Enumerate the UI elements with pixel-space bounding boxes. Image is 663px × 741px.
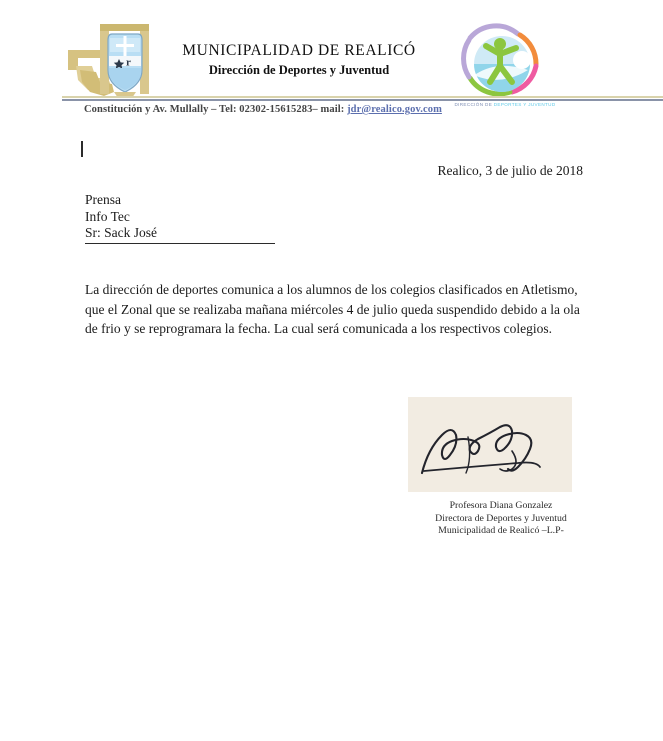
organization-subtitle: Dirección de Deportes y Juventud <box>208 63 390 77</box>
municipal-coat-of-arms-icon <box>62 22 166 104</box>
contact-line <box>84 104 442 115</box>
letter-body: La dirección de deportes comunica a los alumnos de los colegios clasificados en Atletismo, que el Zonal que se realizaba mañana miércoles 4 de julio queda suspendido debido a la ola de frio y se reprogramara la fecha. La cual será comunicada a los respectivos colegios. <box>85 282 580 336</box>
addressee-line-3: Sr: Sack José <box>85 225 157 240</box>
signer-name: Profesora Diana Gonzalez <box>449 500 553 511</box>
addressee-line-2: Info Tec <box>85 208 130 224</box>
addressee-line-1: Prensa <box>85 192 121 207</box>
addressee-block <box>85 192 157 242</box>
header-divider-soft <box>62 96 663 98</box>
svg-text:r: r <box>126 56 131 69</box>
letterhead-header <box>0 18 663 107</box>
date-line: Realico, 3 de julio de 2018 <box>437 163 583 178</box>
contact-address-text: Constitución y Av. Mullally – Tel: 02302-15615283– mail: <box>84 104 348 115</box>
header-title-block <box>168 42 430 78</box>
sports-logo-caption <box>420 102 590 107</box>
handwritten-signature-scan-icon <box>408 397 572 492</box>
sports-logo-caption-part-b: DEPORTES Y JUVENTUD <box>493 102 556 107</box>
organization-name: MUNICIPALIDAD DE REALICÓ <box>182 42 416 59</box>
signer-organization: Municipalidad de Realicó –L.P- <box>438 525 564 536</box>
sports-youth-logo-icon <box>440 20 572 100</box>
signature-block <box>390 500 612 538</box>
signer-title: Directora de Deportes y Juventud <box>435 512 567 524</box>
sports-logo-caption-part-a: DIRECCIÓN DE <box>454 102 494 107</box>
header-divider <box>62 99 663 101</box>
addressee-underline <box>85 243 275 244</box>
text-cursor <box>81 141 83 157</box>
contact-email-link[interactable]: jdr@realico.gov.com <box>347 104 442 115</box>
